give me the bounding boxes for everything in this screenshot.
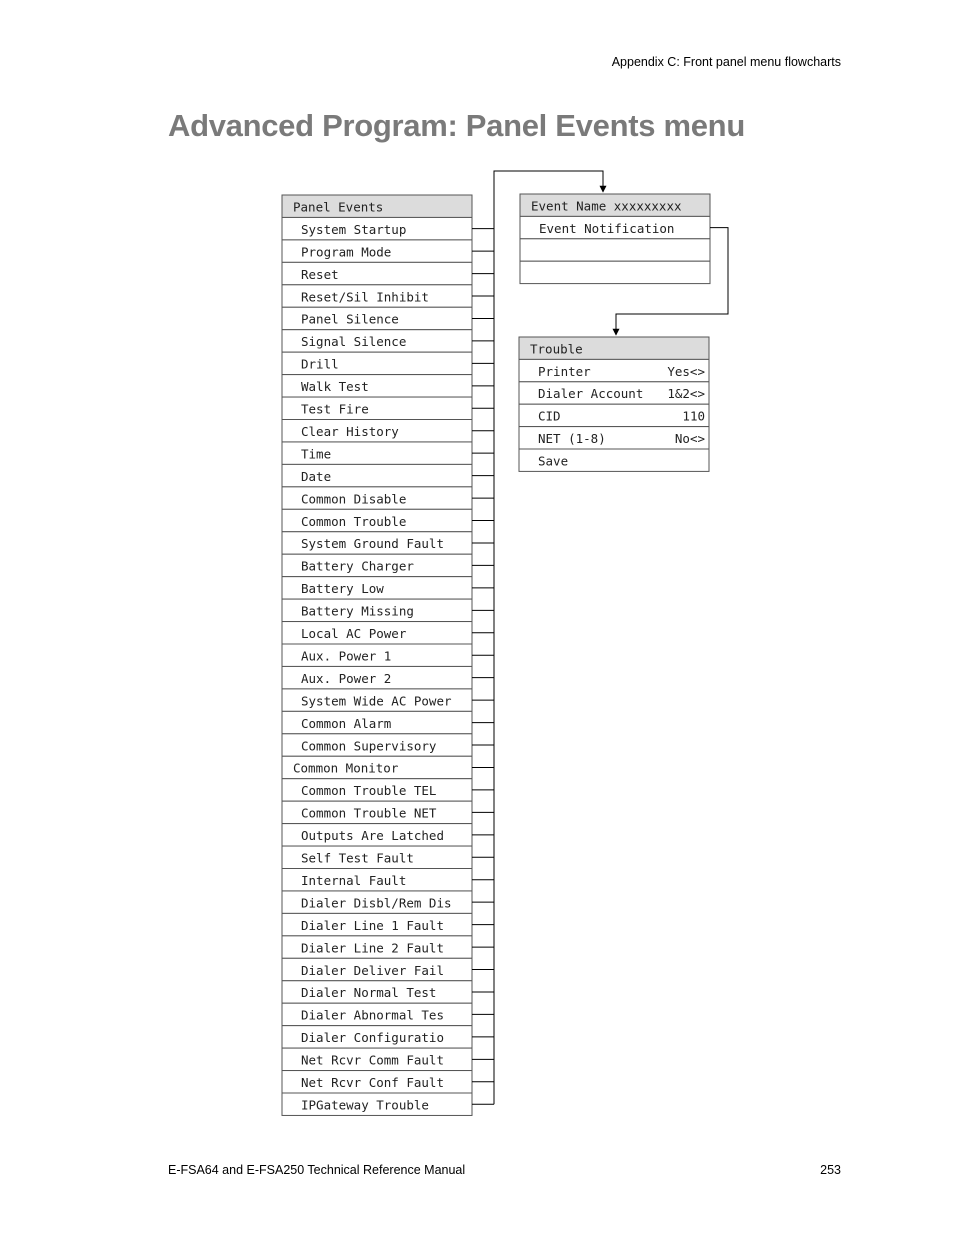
- menu-item-label: Common Monitor: [293, 760, 399, 776]
- menu-item-label: System Wide AC Power: [301, 693, 452, 709]
- menu-item-label: Battery Missing: [301, 603, 414, 619]
- menu-item-label: Program Mode: [301, 244, 392, 260]
- menu-item-label: Dialer Configuratio: [301, 1030, 444, 1046]
- menu-item-label: Dialer Line 2 Fault: [301, 940, 444, 956]
- menu-item-label: Dialer Deliver Fail: [301, 962, 444, 978]
- menu-item-label: Reset: [301, 266, 339, 282]
- menu-item-label: Common Trouble: [301, 513, 407, 529]
- arrow-to-event-name: [494, 171, 603, 1104]
- menu-item-label: Battery Low: [301, 581, 384, 597]
- page-title: Advanced Program: Panel Events menu: [168, 108, 745, 143]
- menu-item-label: Net Rcvr Comm Fault: [301, 1052, 444, 1068]
- menu-item-label: Walk Test: [301, 379, 369, 395]
- menu-item-label: Clear History: [301, 423, 399, 439]
- menu-item-value: No<>: [674, 431, 705, 446]
- menu-item-value: 1&2<>: [667, 386, 705, 402]
- menu-item-label: Dialer Abnormal Tes: [301, 1007, 444, 1023]
- menu-item-label: Event Notification: [539, 220, 675, 236]
- menu-item-label: Panel Silence: [301, 311, 399, 327]
- menu-item-label: Aux. Power 1: [301, 648, 392, 664]
- menu-item-label: Signal Silence: [301, 334, 407, 350]
- connector-lines: [472, 171, 728, 1104]
- menu-item-label: CID: [538, 408, 561, 424]
- menu-item-label: Common Supervisory: [301, 738, 437, 754]
- menu-item-label: Common Trouble TEL: [301, 783, 437, 799]
- menu-item-label: Save: [538, 453, 569, 469]
- footer-manual-title: E-FSA64 and E-FSA250 Technical Reference Manual: [168, 1163, 466, 1177]
- event-name-menu: [520, 194, 710, 284]
- menu-item-label: Battery Charger: [301, 558, 414, 574]
- menu-item-label: NET (1-8): [538, 431, 606, 446]
- menu-item-label: Time: [301, 446, 332, 462]
- menu-item-label: Net Rcvr Conf Fault: [301, 1075, 444, 1090]
- menu-item-label: Aux. Power 2: [301, 670, 392, 686]
- menu-item-label: Internal Fault: [301, 872, 407, 888]
- menu-item-box: [520, 261, 710, 283]
- menu-item-label: System Startup: [301, 221, 407, 237]
- menu-item-label: Test Fire: [301, 401, 369, 417]
- menu-item-value: 110: [682, 408, 705, 424]
- menu-item-label: Dialer Normal Test: [301, 985, 437, 1001]
- menu-item-label: Date: [301, 468, 332, 484]
- menu-heading: Trouble: [530, 341, 583, 357]
- menu-item-label: Common Disable: [301, 491, 407, 507]
- menu-item-label: Common Trouble NET: [301, 805, 437, 821]
- menu-item-label: Reset/Sil Inhibit: [301, 289, 429, 305]
- menu-item-value: Yes<>: [667, 363, 705, 379]
- menu-item-label: Drill: [301, 356, 339, 372]
- trouble-menu: [519, 337, 709, 471]
- menu-heading: Panel Events: [293, 199, 384, 215]
- menu-item-label: Common Alarm: [301, 715, 392, 731]
- menu-item-label: Dialer Disbl/Rem Dis: [301, 895, 452, 911]
- menu-item-label: Self Test Fault: [301, 850, 414, 866]
- menu-item-label: Printer: [538, 363, 591, 379]
- menu-item-box: [520, 239, 710, 261]
- menu-item-label: IPGateway Trouble: [301, 1097, 429, 1113]
- menu-item-label: Dialer Account: [538, 386, 644, 402]
- panel-events-menu: [282, 195, 472, 1115]
- menu-heading: Event Name xxxxxxxxx: [531, 198, 682, 214]
- menu-item-label: Dialer Line 1 Fault: [301, 917, 444, 933]
- menu-item-label: Outputs Are Latched: [301, 828, 444, 844]
- menu-item-label: Local AC Power: [301, 626, 407, 641]
- footer-page-number: 253: [820, 1163, 841, 1177]
- running-header: Appendix C: Front panel menu flowcharts: [611, 55, 841, 69]
- menu-item-label: System Ground Fault: [301, 536, 444, 552]
